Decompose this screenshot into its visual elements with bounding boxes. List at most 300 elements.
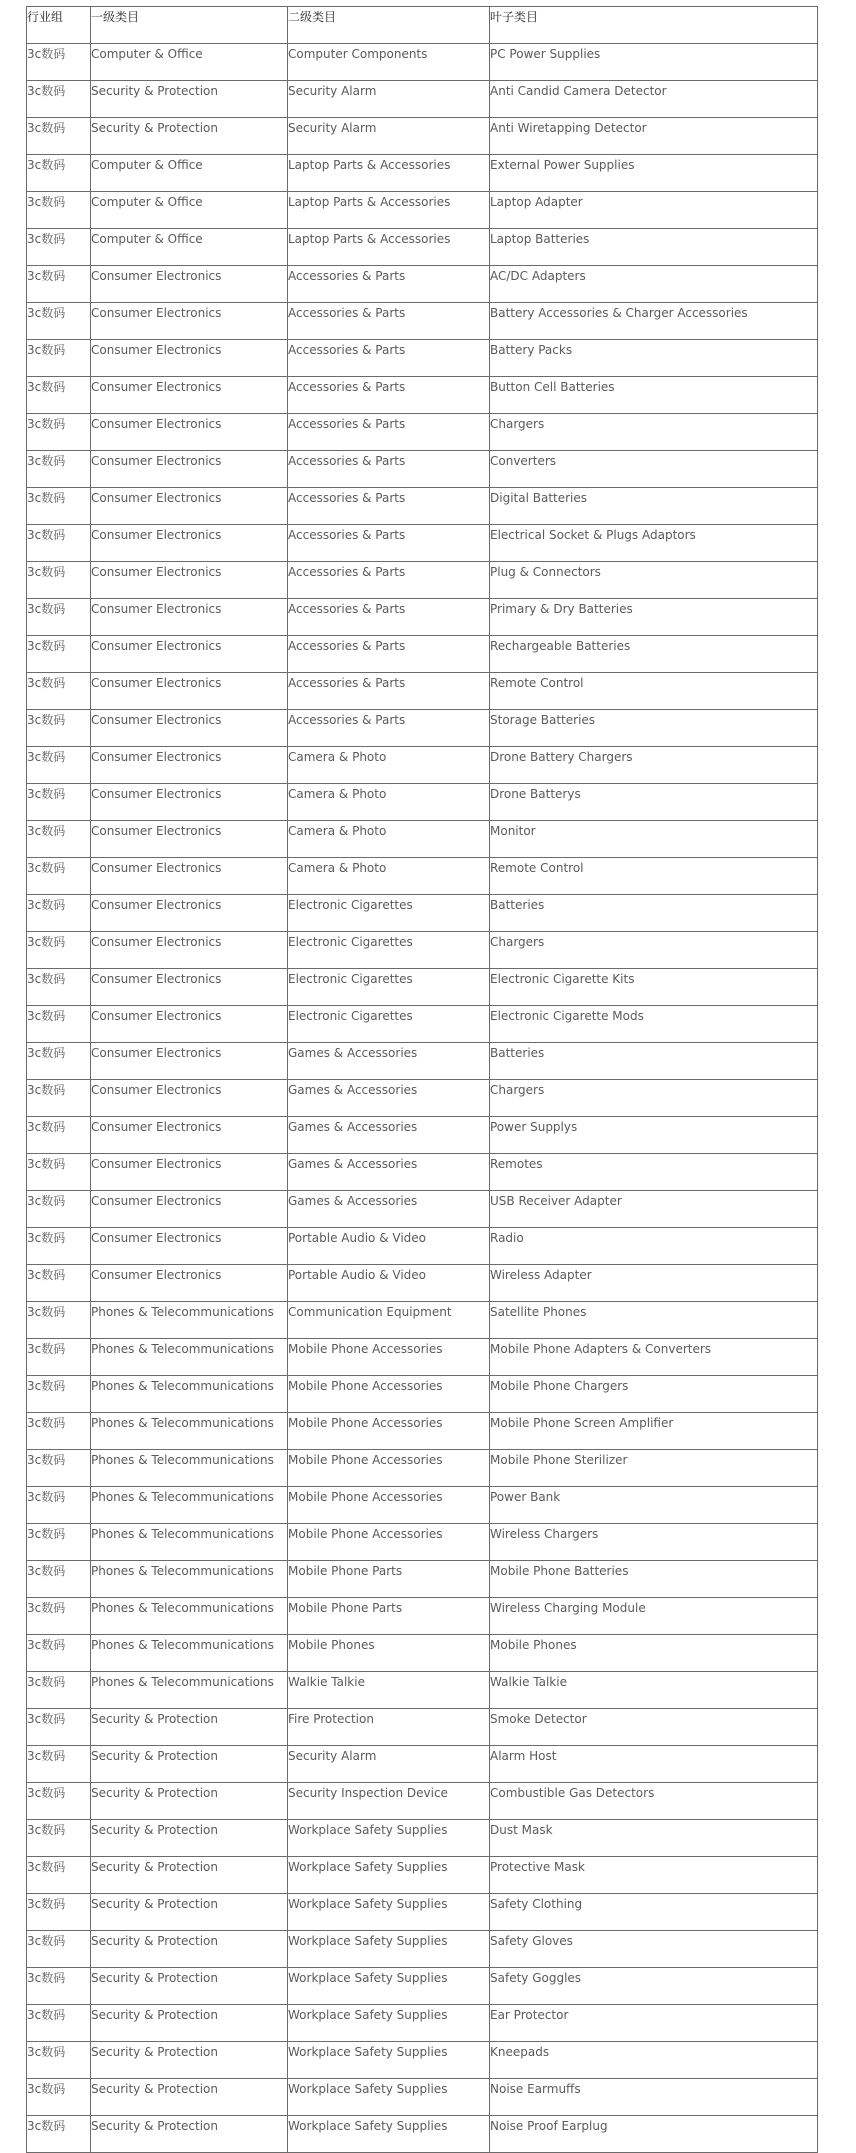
industry-group-cell <box>27 229 91 266</box>
level1-category-cell <box>91 1672 288 1709</box>
leaf-category-cell-text: Anti Wiretapping Detector <box>490 121 647 135</box>
table-row <box>27 340 818 377</box>
leaf-category-cell-text: Smoke Detector <box>490 1712 587 1726</box>
level2-category-cell <box>288 821 490 858</box>
level1-category-cell <box>91 192 288 229</box>
level2-category-cell-text: Communication Equipment <box>288 1305 452 1319</box>
leaf-category-cell-text: Safety Clothing <box>490 1897 583 1911</box>
level1-category-cell-text: Security & Protection <box>91 1749 218 1763</box>
industry-group-cell-text: 3c数码 <box>27 195 66 209</box>
level2-category-cell-text: Walkie Talkie <box>288 1675 365 1689</box>
industry-group-cell-text: 3c数码 <box>27 676 66 690</box>
level1-category-cell <box>91 562 288 599</box>
table-row <box>27 599 818 636</box>
industry-group-cell <box>27 414 91 451</box>
leaf-category-cell-text: Kneepads <box>490 2045 550 2059</box>
industry-group-cell <box>27 1117 91 1154</box>
leaf-category-cell-text: Safety Gloves <box>490 1934 573 1948</box>
level1-category-cell-text: Consumer Electronics <box>91 935 222 949</box>
level2-category-cell <box>288 1043 490 1080</box>
level2-category-cell <box>288 1413 490 1450</box>
industry-group-cell-text: 3c数码 <box>27 47 66 61</box>
leaf-category-cell-text: Mobile Phone Chargers <box>490 1379 629 1393</box>
level1-category-cell-text: Security & Protection <box>91 2119 218 2133</box>
leaf-category-cell <box>490 1450 818 1487</box>
level1-category-cell <box>91 1450 288 1487</box>
level2-category-cell-text: Security Alarm <box>288 84 377 98</box>
industry-group-cell <box>27 562 91 599</box>
industry-group-cell-text: 3c数码 <box>27 861 66 875</box>
industry-group-cell-text: 3c数码 <box>27 2045 66 2059</box>
industry-group-cell <box>27 1487 91 1524</box>
industry-group-cell-text: 3c数码 <box>27 1897 66 1911</box>
level1-category-cell-text: Consumer Electronics <box>91 972 222 986</box>
leaf-category-cell <box>490 451 818 488</box>
level2-category-cell-text: Accessories & Parts <box>288 565 406 579</box>
level1-category-cell <box>91 710 288 747</box>
industry-group-cell <box>27 1265 91 1302</box>
industry-group-cell <box>27 1561 91 1598</box>
industry-group-cell <box>27 1968 91 2005</box>
industry-group-cell-text: 3c数码 <box>27 232 66 246</box>
leaf-category-cell-text: Digital Batteries <box>490 491 588 505</box>
industry-group-cell <box>27 599 91 636</box>
leaf-category-cell-text: AC/DC Adapters <box>490 269 586 283</box>
leaf-category-cell <box>490 303 818 340</box>
level1-category-cell-text: Consumer Electronics <box>91 1120 222 1134</box>
table-row <box>27 488 818 525</box>
level2-category-cell <box>288 895 490 932</box>
leaf-category-cell-text: Rechargeable Batteries <box>490 639 631 653</box>
industry-group-cell-text: 3c数码 <box>27 1971 66 1985</box>
leaf-category-cell-text: Storage Batteries <box>490 713 596 727</box>
level2-category-cell <box>288 229 490 266</box>
table-row <box>27 192 818 229</box>
level2-category-cell-text: Portable Audio & Video <box>288 1268 427 1282</box>
table-row <box>27 710 818 747</box>
industry-group-cell <box>27 1413 91 1450</box>
table-row <box>27 969 818 1006</box>
level1-category-cell-text: Consumer Electronics <box>91 602 222 616</box>
leaf-category-cell <box>490 192 818 229</box>
header-leaf-category <box>490 7 818 44</box>
level1-category-cell <box>91 1635 288 1672</box>
industry-group-cell <box>27 821 91 858</box>
level1-category-cell-text: Security & Protection <box>91 1786 218 1800</box>
industry-group-cell-text: 3c数码 <box>27 1416 66 1430</box>
level1-category-cell-text: Consumer Electronics <box>91 1157 222 1171</box>
level1-category-cell <box>91 1117 288 1154</box>
level2-category-cell-text: Mobile Phone Parts <box>288 1601 403 1615</box>
level2-category-cell <box>288 1968 490 2005</box>
level1-category-cell <box>91 155 288 192</box>
level2-category-cell <box>288 266 490 303</box>
leaf-category-cell-text: Battery Accessories & Charger Accessories <box>490 306 748 320</box>
industry-group-cell-text: 3c数码 <box>27 1527 66 1541</box>
level1-category-cell-text: Phones & Telecommunications <box>91 1305 274 1319</box>
level1-category-cell <box>91 340 288 377</box>
industry-group-cell <box>27 451 91 488</box>
leaf-category-cell <box>490 1117 818 1154</box>
industry-group-cell <box>27 636 91 673</box>
industry-group-cell <box>27 44 91 81</box>
table-row <box>27 525 818 562</box>
level2-category-cell-text: Accessories & Parts <box>288 380 406 394</box>
industry-group-cell-text: 3c数码 <box>27 1379 66 1393</box>
industry-group-cell-text: 3c数码 <box>27 1231 66 1245</box>
leaf-category-cell-text: Power Bank <box>490 1490 561 1504</box>
leaf-category-cell <box>490 636 818 673</box>
table-row <box>27 2042 818 2079</box>
industry-group-cell-text: 3c数码 <box>27 972 66 986</box>
leaf-category-cell-text: Anti Candid Camera Detector <box>490 84 667 98</box>
leaf-category-cell-text: Wireless Charging Module <box>490 1601 646 1615</box>
industry-group-cell-text: 3c数码 <box>27 1860 66 1874</box>
leaf-category-cell-text: Batteries <box>490 1046 545 1060</box>
industry-group-cell <box>27 2005 91 2042</box>
industry-group-cell <box>27 2042 91 2079</box>
level1-category-cell <box>91 1339 288 1376</box>
industry-group-cell <box>27 155 91 192</box>
table-row <box>27 1561 818 1598</box>
level2-category-cell <box>288 44 490 81</box>
level2-category-cell-text: Games & Accessories <box>288 1046 418 1060</box>
table-row <box>27 1968 818 2005</box>
level2-category-cell <box>288 636 490 673</box>
industry-group-cell-text: 3c数码 <box>27 1490 66 1504</box>
level2-category-cell <box>288 710 490 747</box>
level2-category-cell <box>288 1894 490 1931</box>
table-row <box>27 1043 818 1080</box>
industry-group-cell <box>27 1339 91 1376</box>
table-row <box>27 1413 818 1450</box>
leaf-category-cell <box>490 1709 818 1746</box>
level2-category-cell-text: Workplace Safety Supplies <box>288 2082 448 2096</box>
industry-group-cell-text: 3c数码 <box>27 2008 66 2022</box>
level2-category-cell <box>288 747 490 784</box>
level2-category-cell-text: Fire Protection <box>288 1712 374 1726</box>
level2-category-cell <box>288 1080 490 1117</box>
industry-group-cell-text: 3c数码 <box>27 1305 66 1319</box>
level2-category-cell-text: Games & Accessories <box>288 1083 418 1097</box>
level1-category-cell-text: Computer & Office <box>91 158 203 172</box>
level2-category-cell <box>288 1154 490 1191</box>
industry-group-cell <box>27 784 91 821</box>
industry-group-cell <box>27 81 91 118</box>
leaf-category-cell <box>490 1487 818 1524</box>
table-row <box>27 44 818 81</box>
level1-category-cell <box>91 1709 288 1746</box>
level2-category-cell-text: Laptop Parts & Accessories <box>288 232 451 246</box>
level1-category-cell-text: Consumer Electronics <box>91 750 222 764</box>
leaf-category-cell <box>490 1080 818 1117</box>
level1-category-cell-text: Security & Protection <box>91 1934 218 1948</box>
level1-category-cell-text: Phones & Telecommunications <box>91 1564 274 1578</box>
level1-category-cell-text: Phones & Telecommunications <box>91 1490 274 1504</box>
leaf-category-cell <box>490 1265 818 1302</box>
leaf-category-cell-text: PC Power Supplies <box>490 47 601 61</box>
industry-group-cell-text: 3c数码 <box>27 898 66 912</box>
industry-group-cell-text: 3c数码 <box>27 713 66 727</box>
leaf-category-cell-text: Chargers <box>490 935 545 949</box>
leaf-category-cell <box>490 81 818 118</box>
leaf-category-cell-text: Battery Packs <box>490 343 573 357</box>
level2-category-cell-text: Workplace Safety Supplies <box>288 2119 448 2133</box>
level2-category-cell-text: Workplace Safety Supplies <box>288 1897 448 1911</box>
leaf-category-cell-text: Chargers <box>490 417 545 431</box>
table-row <box>27 1265 818 1302</box>
level1-category-cell-text: Consumer Electronics <box>91 343 222 357</box>
leaf-category-cell-text: Noise Earmuffs <box>490 2082 581 2096</box>
level2-category-cell-text: Computer Components <box>288 47 428 61</box>
level1-category-cell <box>91 1302 288 1339</box>
leaf-category-cell-text: Combustible Gas Detectors <box>490 1786 655 1800</box>
leaf-category-cell <box>490 1228 818 1265</box>
industry-group-cell-text: 3c数码 <box>27 84 66 98</box>
industry-group-cell-text: 3c数码 <box>27 602 66 616</box>
level1-category-cell <box>91 1857 288 1894</box>
industry-group-cell <box>27 1635 91 1672</box>
table-row <box>27 1117 818 1154</box>
category-table-container <box>26 6 817 2153</box>
table-row <box>27 1857 818 1894</box>
header-level2-category <box>288 7 490 44</box>
leaf-category-cell-text: Walkie Talkie <box>490 1675 567 1689</box>
industry-group-cell-text: 3c数码 <box>27 1934 66 1948</box>
level1-category-cell <box>91 821 288 858</box>
level1-category-cell-text: Consumer Electronics <box>91 454 222 468</box>
table-row <box>27 2079 818 2116</box>
industry-group-cell <box>27 2116 91 2153</box>
level2-category-cell-text: Accessories & Parts <box>288 491 406 505</box>
industry-group-cell <box>27 1857 91 1894</box>
level1-category-cell-text: Consumer Electronics <box>91 306 222 320</box>
level1-category-cell <box>91 81 288 118</box>
industry-group-cell-text: 3c数码 <box>27 1675 66 1689</box>
table-row <box>27 1746 818 1783</box>
level1-category-cell-text: Consumer Electronics <box>91 713 222 727</box>
industry-group-cell-text: 3c数码 <box>27 565 66 579</box>
level1-category-cell-text: Consumer Electronics <box>91 676 222 690</box>
leaf-category-cell <box>490 1154 818 1191</box>
level1-category-cell <box>91 1154 288 1191</box>
industry-group-cell <box>27 1598 91 1635</box>
industry-group-cell-text: 3c数码 <box>27 1564 66 1578</box>
level2-category-cell <box>288 414 490 451</box>
level2-category-cell <box>288 2116 490 2153</box>
table-row <box>27 1487 818 1524</box>
table-row <box>27 1672 818 1709</box>
table-row <box>27 673 818 710</box>
leaf-category-cell <box>490 1820 818 1857</box>
level1-category-cell-text: Security & Protection <box>91 1860 218 1874</box>
industry-group-cell-text: 3c数码 <box>27 1083 66 1097</box>
leaf-category-cell <box>490 44 818 81</box>
industry-group-cell <box>27 1709 91 1746</box>
table-row <box>27 562 818 599</box>
leaf-category-cell <box>490 710 818 747</box>
level2-category-cell <box>288 1228 490 1265</box>
leaf-category-cell-text: Remote Control <box>490 676 584 690</box>
level2-category-cell <box>288 1635 490 1672</box>
level2-category-cell-text: Games & Accessories <box>288 1157 418 1171</box>
level1-category-cell-text: Computer & Office <box>91 232 203 246</box>
industry-group-cell-text: 3c数码 <box>27 639 66 653</box>
table-row <box>27 81 818 118</box>
industry-group-cell-text: 3c数码 <box>27 343 66 357</box>
industry-group-cell <box>27 747 91 784</box>
industry-group-cell <box>27 1080 91 1117</box>
level1-category-cell <box>91 1080 288 1117</box>
level1-category-cell <box>91 1746 288 1783</box>
level1-category-cell-text: Phones & Telecommunications <box>91 1527 274 1541</box>
level2-category-cell <box>288 1820 490 1857</box>
leaf-category-cell-text: Ear Protector <box>490 2008 569 2022</box>
level2-category-cell <box>288 377 490 414</box>
leaf-category-cell-text: Chargers <box>490 1083 545 1097</box>
level2-category-cell <box>288 340 490 377</box>
industry-group-cell-text: 3c数码 <box>27 1823 66 1837</box>
level2-category-cell <box>288 1672 490 1709</box>
table-row <box>27 1376 818 1413</box>
category-table <box>26 6 818 2153</box>
level2-category-cell-text: Accessories & Parts <box>288 306 406 320</box>
level1-category-cell-text: Phones & Telecommunications <box>91 1453 274 1467</box>
level1-category-cell-text: Phones & Telecommunications <box>91 1379 274 1393</box>
level2-category-cell <box>288 1524 490 1561</box>
leaf-category-cell-text: Electronic Cigarette Mods <box>490 1009 644 1023</box>
level1-category-cell <box>91 1413 288 1450</box>
table-row <box>27 414 818 451</box>
table-row <box>27 1524 818 1561</box>
leaf-category-cell <box>490 1376 818 1413</box>
level2-category-cell <box>288 155 490 192</box>
level1-category-cell <box>91 1561 288 1598</box>
level1-category-cell <box>91 1783 288 1820</box>
industry-group-cell <box>27 1043 91 1080</box>
table-row <box>27 1598 818 1635</box>
level2-category-cell-text: Electronic Cigarettes <box>288 935 413 949</box>
industry-group-cell <box>27 895 91 932</box>
leaf-category-cell <box>490 1043 818 1080</box>
level1-category-cell <box>91 599 288 636</box>
industry-group-cell <box>27 340 91 377</box>
industry-group-cell-text: 3c数码 <box>27 306 66 320</box>
table-row <box>27 1783 818 1820</box>
level1-category-cell <box>91 1006 288 1043</box>
industry-group-cell-text: 3c数码 <box>27 158 66 172</box>
level2-category-cell-text: Security Inspection Device <box>288 1786 448 1800</box>
level2-category-cell-text: Accessories & Parts <box>288 713 406 727</box>
industry-group-cell <box>27 1154 91 1191</box>
industry-group-cell <box>27 1191 91 1228</box>
level2-category-cell-text: Workplace Safety Supplies <box>288 1860 448 1874</box>
leaf-category-cell-text: Wireless Chargers <box>490 1527 599 1541</box>
level2-category-cell-text: Mobile Phone Accessories <box>288 1416 443 1430</box>
leaf-category-cell <box>490 784 818 821</box>
industry-group-cell <box>27 710 91 747</box>
level2-category-cell <box>288 1339 490 1376</box>
level1-category-cell <box>91 2079 288 2116</box>
table-row <box>27 2005 818 2042</box>
level2-category-cell <box>288 1191 490 1228</box>
level1-category-cell <box>91 1228 288 1265</box>
level2-category-cell-text: Laptop Parts & Accessories <box>288 195 451 209</box>
leaf-category-cell-text: Electrical Socket & Plugs Adaptors <box>490 528 696 542</box>
level2-category-cell-text: Games & Accessories <box>288 1120 418 1134</box>
leaf-category-cell-text: Remote Control <box>490 861 584 875</box>
leaf-category-cell <box>490 1191 818 1228</box>
level1-category-cell-text: Phones & Telecommunications <box>91 1638 274 1652</box>
level2-category-cell-text: Laptop Parts & Accessories <box>288 158 451 172</box>
level1-category-cell-text: Consumer Electronics <box>91 861 222 875</box>
header-level1-category <box>91 7 288 44</box>
table-row <box>27 1931 818 1968</box>
level1-category-cell <box>91 118 288 155</box>
table-row <box>27 636 818 673</box>
leaf-category-cell <box>490 155 818 192</box>
table-row <box>27 229 818 266</box>
header-industry-group <box>27 7 91 44</box>
level2-category-cell <box>288 1746 490 1783</box>
level1-category-cell <box>91 932 288 969</box>
leaf-category-cell <box>490 821 818 858</box>
level1-category-cell <box>91 1598 288 1635</box>
level2-category-cell <box>288 525 490 562</box>
level2-category-cell <box>288 1857 490 1894</box>
leaf-category-cell-text: Batteries <box>490 898 545 912</box>
level2-category-cell <box>288 599 490 636</box>
level1-category-cell <box>91 858 288 895</box>
industry-group-cell <box>27 1672 91 1709</box>
level2-category-cell-text: Workplace Safety Supplies <box>288 1934 448 1948</box>
table-row <box>27 784 818 821</box>
level2-category-cell <box>288 2005 490 2042</box>
industry-group-cell-text: 3c数码 <box>27 1453 66 1467</box>
industry-group-cell <box>27 192 91 229</box>
level2-category-cell <box>288 451 490 488</box>
leaf-category-cell <box>490 1635 818 1672</box>
level2-category-cell <box>288 1376 490 1413</box>
industry-group-cell-text: 3c数码 <box>27 2082 66 2096</box>
level2-category-cell <box>288 488 490 525</box>
level1-category-cell-text: Security & Protection <box>91 1823 218 1837</box>
level1-category-cell <box>91 636 288 673</box>
leaf-category-cell <box>490 2005 818 2042</box>
leaf-category-cell <box>490 525 818 562</box>
level1-category-cell <box>91 1931 288 1968</box>
level1-category-cell <box>91 525 288 562</box>
level2-category-cell-text: Accessories & Parts <box>288 454 406 468</box>
industry-group-cell-text: 3c数码 <box>27 1749 66 1763</box>
table-header <box>27 7 818 44</box>
level1-category-cell-text: Consumer Electronics <box>91 898 222 912</box>
leaf-category-cell-text: Mobile Phone Sterilizer <box>490 1453 628 1467</box>
level2-category-cell-text: Mobile Phone Parts <box>288 1564 403 1578</box>
level2-category-cell-text: Electronic Cigarettes <box>288 898 413 912</box>
leaf-category-cell <box>490 1598 818 1635</box>
level1-category-cell-text: Consumer Electronics <box>91 787 222 801</box>
level1-category-cell-text: Phones & Telecommunications <box>91 1601 274 1615</box>
level2-category-cell-text: Workplace Safety Supplies <box>288 1823 448 1837</box>
level2-category-cell-text: Mobile Phones <box>288 1638 375 1652</box>
level2-category-cell-text: Games & Accessories <box>288 1194 418 1208</box>
industry-group-cell <box>27 1524 91 1561</box>
level2-category-cell <box>288 1487 490 1524</box>
level1-category-cell <box>91 673 288 710</box>
leaf-category-cell <box>490 932 818 969</box>
industry-group-cell-text: 3c数码 <box>27 1009 66 1023</box>
